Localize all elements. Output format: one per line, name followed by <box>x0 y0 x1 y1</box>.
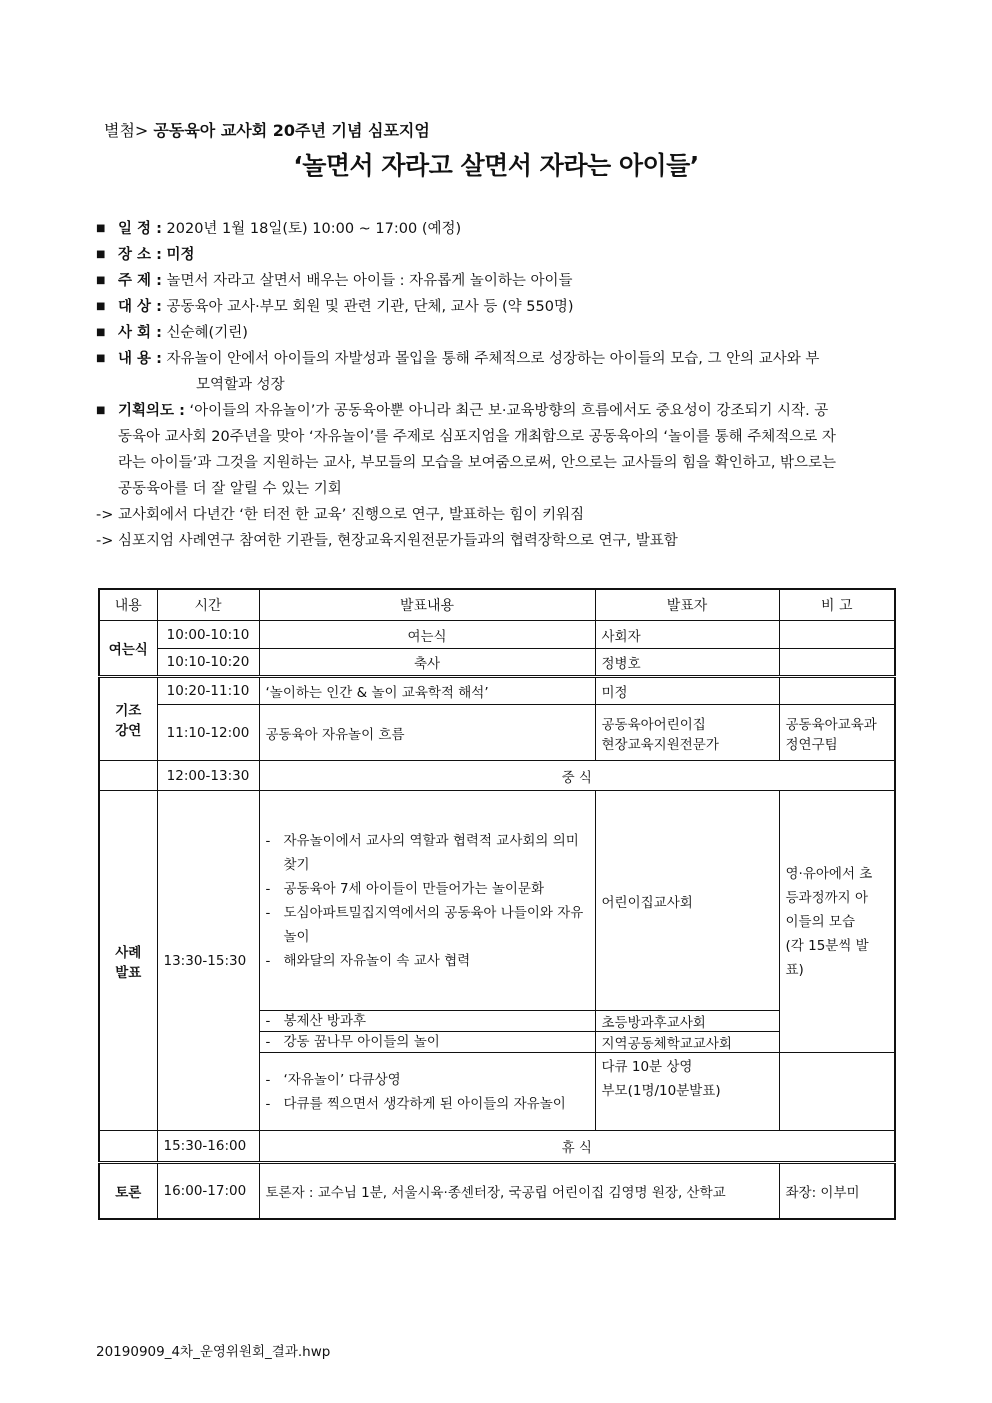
info-label: 대 상 : <box>118 299 162 315</box>
note-line: -> 심포지엄 사례연구 참여한 기관들, 현장교육지원전문가들과의 협력장학으로 연구, 발표함 <box>96 533 678 549</box>
header-content: 발표내용 <box>259 589 595 621</box>
presenter-cell <box>595 705 779 761</box>
section-cell <box>99 791 157 1131</box>
info-date <box>96 216 896 242</box>
info-value: 공동육아 교사·부모 회원 및 관련 기관, 단체, 교사 등 (약 550명) <box>166 299 574 315</box>
info-label: 장 소 : <box>118 247 162 263</box>
content-cell: 여는식 <box>259 621 595 649</box>
header-time: 시간 <box>157 589 259 621</box>
content-cell <box>259 791 595 1011</box>
presenter-cell: 정병호 <box>595 649 779 677</box>
note-cell: 좌장: 이부미 <box>779 1163 895 1219</box>
info-theme <box>96 268 896 294</box>
document-title: ‘놀면서 자라고 살면서 자라는 아이들’ <box>293 151 699 180</box>
note-cell <box>779 1053 895 1131</box>
section-cell <box>99 1131 157 1163</box>
note-line: 공동육아교육과 <box>785 716 877 733</box>
content-cell: 공동육아 자유놀이 흐름 <box>259 705 595 761</box>
note-cell <box>779 649 895 677</box>
lunch-cell: 중 식 <box>259 761 895 791</box>
info-target <box>96 294 896 320</box>
info-place <box>96 242 896 268</box>
time-cell: 10:00-10:10 <box>157 621 259 649</box>
note-line: 이들의 모습 <box>785 913 855 930</box>
list-item: - ‘자유놀이’ 다큐상영 <box>266 1068 589 1092</box>
square-bullet-icon: ■ <box>96 223 106 234</box>
case-list <box>266 1012 589 1030</box>
section-cell: 여는식 <box>99 621 157 677</box>
info-value: 미정 <box>166 247 195 263</box>
section-label: 강연 <box>115 723 142 739</box>
time-cell: 10:20-11:10 <box>157 677 259 705</box>
square-bullet-icon: ■ <box>96 249 106 260</box>
table-row <box>99 649 895 677</box>
content-cell: ‘놀이하는 인간 & 놀이 교육학적 해석’ <box>259 677 595 705</box>
table-row <box>99 621 895 649</box>
symposium-subtitle: 공동육아 교사회 20주년 기념 심포지엄 <box>153 121 430 140</box>
time-cell: 10:10-10:20 <box>157 649 259 677</box>
info-value: 놀면서 자라고 살면서 배우는 아이들 : 자유롭게 놀이하는 아이들 <box>166 273 573 289</box>
case-list <box>266 1033 589 1051</box>
note-line: 영·유아에서 초 <box>785 865 873 882</box>
table-row <box>99 677 895 705</box>
info-intent-cont: 동육아 교사회 20주년을 맞아 ‘자유놀이’를 주제로 심포지엄을 개최함으로 공동육아의 ‘놀이를 통해 주체적으로 자 <box>118 429 836 445</box>
content-cell <box>259 1011 595 1032</box>
info-label: 주 제 : <box>118 273 162 289</box>
time-cell: 11:10-12:00 <box>157 705 259 761</box>
table-row <box>99 761 895 791</box>
content-cell: 축사 <box>259 649 595 677</box>
list-item: - 공동육아 7세 아이들이 만들어가는 놀이문화 <box>266 877 589 901</box>
info-value: 자유놀이 안에서 아이들의 자발성과 몰입을 통해 주체적으로 성장하는 아이들의 모습, 그 안의 교사와 부 <box>166 351 820 367</box>
note-cell <box>779 621 895 649</box>
presenter-cell: 사회자 <box>595 621 779 649</box>
time-cell: 15:30-16:00 <box>157 1131 259 1163</box>
content-cell <box>259 1053 595 1131</box>
list-item: - 자유놀이에서 교사의 역할과 협력적 교사회의 의미 찾기 <box>266 829 589 877</box>
header-note: 비 고 <box>779 589 895 621</box>
time-cell: 12:00-13:30 <box>157 761 259 791</box>
table-row <box>99 1163 895 1219</box>
info-host <box>96 320 896 346</box>
attachment-heading <box>104 118 430 141</box>
square-bullet-icon: ■ <box>96 275 106 286</box>
presenter-cell: 어린이집교사회 <box>595 791 779 1011</box>
info-label: 내 용 : <box>118 351 162 367</box>
note-line: (각 15분씩 발 <box>785 937 869 954</box>
section-label: 기조 <box>115 703 142 719</box>
info-content <box>96 346 896 372</box>
section-cell <box>99 761 157 791</box>
section-cell <box>99 677 157 761</box>
square-bullet-icon: ■ <box>96 405 106 416</box>
square-bullet-icon: ■ <box>96 301 106 312</box>
note-line: 정연구팀 <box>785 736 838 753</box>
square-bullet-icon: ■ <box>96 327 106 338</box>
list-item: - 봉제산 방과후 <box>266 1012 589 1030</box>
info-intent-cont: 공동육아를 더 잘 알릴 수 있는 기회 <box>118 481 342 497</box>
info-intent <box>96 398 896 424</box>
presenter-cell: 초등방과후교사회 <box>595 1011 779 1032</box>
table-row <box>99 705 895 761</box>
info-intent-cont: 라는 아이들’과 그것을 지원하는 교사, 부모들의 모습을 보여줌으로써, 안으로는 교사들의 힘을 확인하고, 밖으로는 <box>118 455 837 471</box>
note-cell <box>779 791 895 1053</box>
info-value: 신순혜(기린) <box>166 325 248 341</box>
info-value: 2020년 1월 18일(토) 10:00 ~ 17:00 (예정) <box>166 221 462 237</box>
info-section <box>96 216 896 554</box>
table-header-row <box>99 589 895 621</box>
info-value: ‘아이들의 자유놀이’가 공동육아뿐 아니라 최근 보·교육방향의 흐름에서도 중요성이 강조되기 시작. 공 <box>189 403 829 419</box>
break-cell: 휴 식 <box>259 1131 895 1163</box>
time-cell: 13:30-15:30 <box>157 791 259 1131</box>
section-label: 사례 <box>115 944 142 961</box>
note-line: 표) <box>785 961 804 978</box>
section-label: 발표 <box>115 964 142 981</box>
presenter-cell: 미정 <box>595 677 779 705</box>
info-content-cont: 모역할과 성장 <box>196 377 285 393</box>
note-line: 등과정까지 아 <box>785 889 869 906</box>
list-item: - 강동 꿈나무 아이들의 놀이 <box>266 1033 589 1051</box>
presenter-line: 공동육아어린이집 <box>601 716 706 733</box>
list-item: - 해와달의 자유놀이 속 교사 협력 <box>266 949 589 973</box>
content-cell: 토론자 : 교수님 1분, 서울시육·종센터장, 국공립 어린이집 김영명 원장, 산학교 <box>259 1163 779 1219</box>
presenter-line: 다큐 10분 상영 <box>601 1059 693 1075</box>
attachment-label: 별첨> <box>104 121 149 140</box>
table-row <box>99 791 895 1011</box>
list-item: - 다큐를 찍으면서 생각하게 된 아이들의 자유놀이 <box>266 1092 589 1116</box>
info-label: 기획의도 : <box>118 403 185 419</box>
case-list <box>266 1068 589 1116</box>
square-bullet-icon: ■ <box>96 353 106 364</box>
header-section: 내용 <box>99 589 157 621</box>
presenter-cell: 지역공동체학교교사회 <box>595 1032 779 1053</box>
info-label: 사 회 : <box>118 325 162 341</box>
presenter-line: 현장교육지원전문가 <box>601 736 719 753</box>
note-cell <box>779 705 895 761</box>
section-cell: 토론 <box>99 1163 157 1219</box>
presenter-line: 부모(1명/10분발표) <box>601 1083 721 1099</box>
list-item: - 도심아파트밀집지역에서의 공동육아 나들이와 자유놀이 <box>266 901 589 949</box>
table-row <box>99 1131 895 1163</box>
note-line: -> 교사회에서 다년간 ‘한 터전 한 교육’ 진행으로 연구, 발표하는 힘이 키워짐 <box>96 507 585 523</box>
note-cell <box>779 677 895 705</box>
presenter-cell <box>595 1053 779 1131</box>
header-presenter: 발표자 <box>595 589 779 621</box>
content-cell <box>259 1032 595 1053</box>
footer-filename: 20190909_4차_운영위원회_결과.hwp <box>96 1344 331 1360</box>
info-label: 일 정 : <box>118 221 162 237</box>
case-list <box>266 829 589 973</box>
time-cell: 16:00-17:00 <box>157 1163 259 1219</box>
schedule-table <box>98 588 896 1220</box>
